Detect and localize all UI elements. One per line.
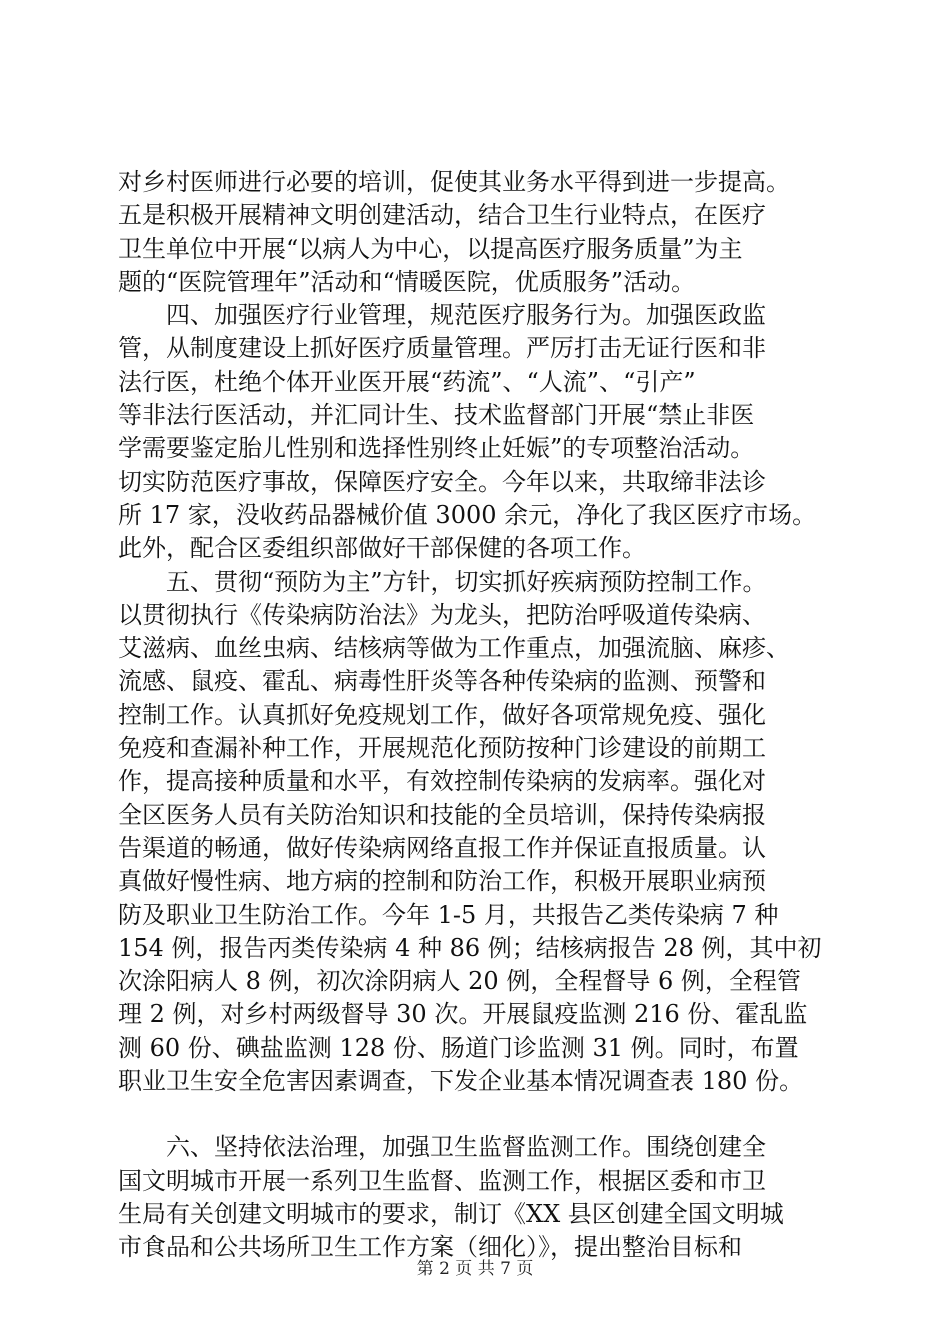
text-line: 艾滋病、血丝虫病、结核病等做为工作重点，加强流脑、麻疹、 [118,634,790,663]
paragraph-section-five [118,566,838,1099]
text-line: 切实防范医疗事故，保障医疗安全。今年以来，共取缔非法诊 [118,467,766,496]
text-line: 此外，配合区委组织部做好干部保健的各项工作。 [118,534,646,563]
text-line: 真做好慢性病、地方病的控制和防治工作，积极开展职业病预 [118,867,766,896]
paragraph-training-and-civilization [118,166,838,299]
text-line: 卫生单位中开展“以病人为中心，以提高医疗服务质量”为主 [118,234,743,263]
text-line: 告渠道的畅通，做好传染病网络直报工作并保证直报质量。认 [118,833,766,862]
paragraph-section-six [118,1131,838,1264]
text-line: 作，提高接种质量和水平，有效控制传染病的发病率。强化对 [118,767,766,796]
text-line: 市食品和公共场所卫生工作方案（细化）》，提出整治目标和 [118,1233,742,1262]
text-line: 管，从制度建设上抓好医疗质量管理。严厉打击无证行医和非 [118,334,766,363]
text-line: 理 2 例，对乡村两级督导 30 次。开展鼠疫监测 216 份、霍乱监 [118,1000,808,1029]
text-line: 五是积极开展精神文明创建活动，结合卫生行业特点，在医疗 [118,201,766,230]
text-line: 防及职业卫生防治工作。今年 1-5 月，共报告乙类传染病 7 种 [118,900,779,929]
text-line: 全区医务人员有关防治知识和技能的全员培训，保持传染病报 [118,800,766,829]
paragraph-section-four [118,299,838,565]
text-line: 对乡村医师进行必要的培训，促使其业务水平得到进一步提高。 [118,168,790,196]
text-line: 四、加强医疗行业管理，规范医疗服务行为。加强医政监 [118,301,766,330]
text-line: 流感、鼠疫、霍乱、病毒性肝炎等各种传染病的监测、预警和 [118,667,766,696]
text-line: 职业卫生安全危害因素调查，下发企业基本情况调查表 180 份。 [118,1067,804,1096]
text-line: 测 60 份、碘盐监测 128 份、肠道门诊监测 31 例。同时，布置 [118,1033,799,1062]
text-line: 法行医，杜绝个体开业医开展“药流”、“人流”、“引产” [118,367,696,396]
text-line: 以贯彻执行《传染病防治法》为龙头，把防治呼吸道传染病、 [118,600,766,629]
text-line: 生局有关创建文明城市的要求，制订《XX 县区创建全国文明城 [118,1199,784,1228]
text-line: 154 例，报告丙类传染病 4 种 86 例；结核病报告 28 例，其中初 [118,933,822,962]
text-line: 六、坚持依法治理，加强卫生监督监测工作。围绕创建全 [118,1133,766,1162]
text-line: 等非法行医活动，并汇同计生、技术监督部门开展“禁止非医 [118,401,755,430]
text-line: 所 17 家，没收药品器械价值 3000 余元，净化了我区医疗市场。 [118,500,817,529]
page-footer: 第 2 页 共 7 页 [416,1259,534,1279]
text-line: 次涂阳病人 8 例，初次涂阴病人 20 例，全程督导 6 例，全程管 [118,967,801,996]
text-line: 学需要鉴定胎儿性别和选择性别终止妊娠”的专项整治活动。 [118,434,755,463]
text-line: 免疫和查漏补种工作，开展规范化预防按种门诊建设的前期工 [118,734,766,763]
text-line: 控制工作。认真抓好免疫规划工作，做好各项常规免疫、强化 [118,700,766,729]
text-line: 五、贯彻“预防为主”方针，切实抓好疾病预防控制工作。 [118,567,767,596]
text-line: 国文明城市开展一系列卫生监督、监测工作，根据区委和市卫 [118,1166,766,1195]
text-line: 题的“医院管理年”活动和“情暖医院，优质服务”活动。 [118,267,696,296]
document-body [118,166,838,1265]
